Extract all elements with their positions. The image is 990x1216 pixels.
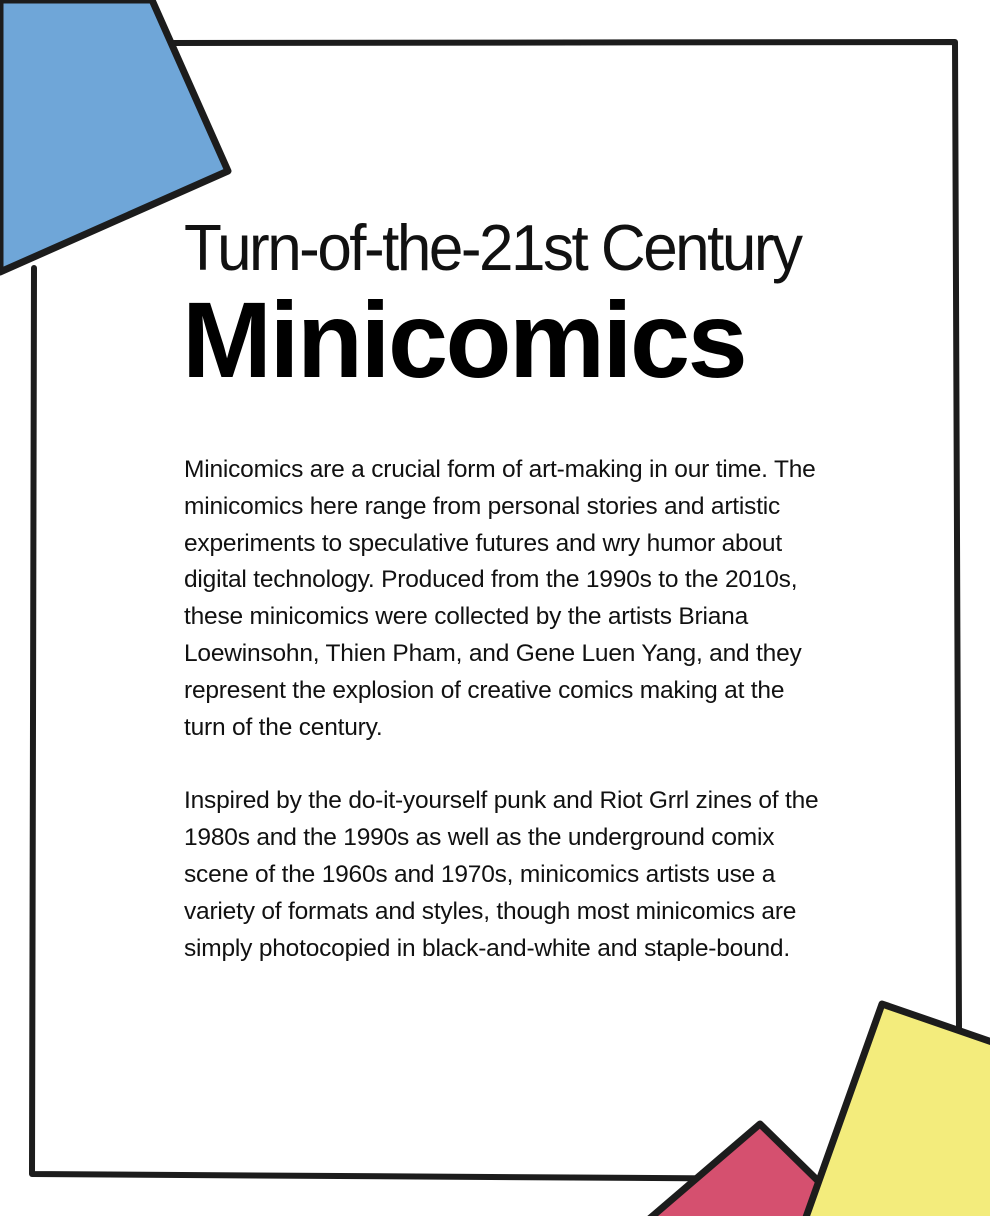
- paragraph-2: Inspired by the do-it-yourself punk and Riot Grrl zines of the 1980s and the 1990s as well as the underground comix scene of the 1960s and 1970s, minicomics artists use a variety of formats and styles, though most minicomics are simply photocopied in black-and-white and staple-bound.: [184, 787, 819, 962]
- yellow-corner-shape: [805, 1004, 990, 1216]
- text-panel: [184, 210, 834, 967]
- title-line-2: Minicomics: [182, 279, 746, 400]
- paragraph-1: Minicomics are a crucial form of art-making in our time. The minicomics here range from personal stories and artistic experiments to speculative futures and wry humor about digital technology. Produced from the 1990s to the 2010s, these minicomics were collected by the artists Briana Loewinsohn, Thien Pham, and Gene Luen Yang, and they represent the explosion of creative comics making at the turn of the century.: [184, 456, 816, 741]
- title-line-1: Turn-of-the-21st Century: [184, 212, 801, 285]
